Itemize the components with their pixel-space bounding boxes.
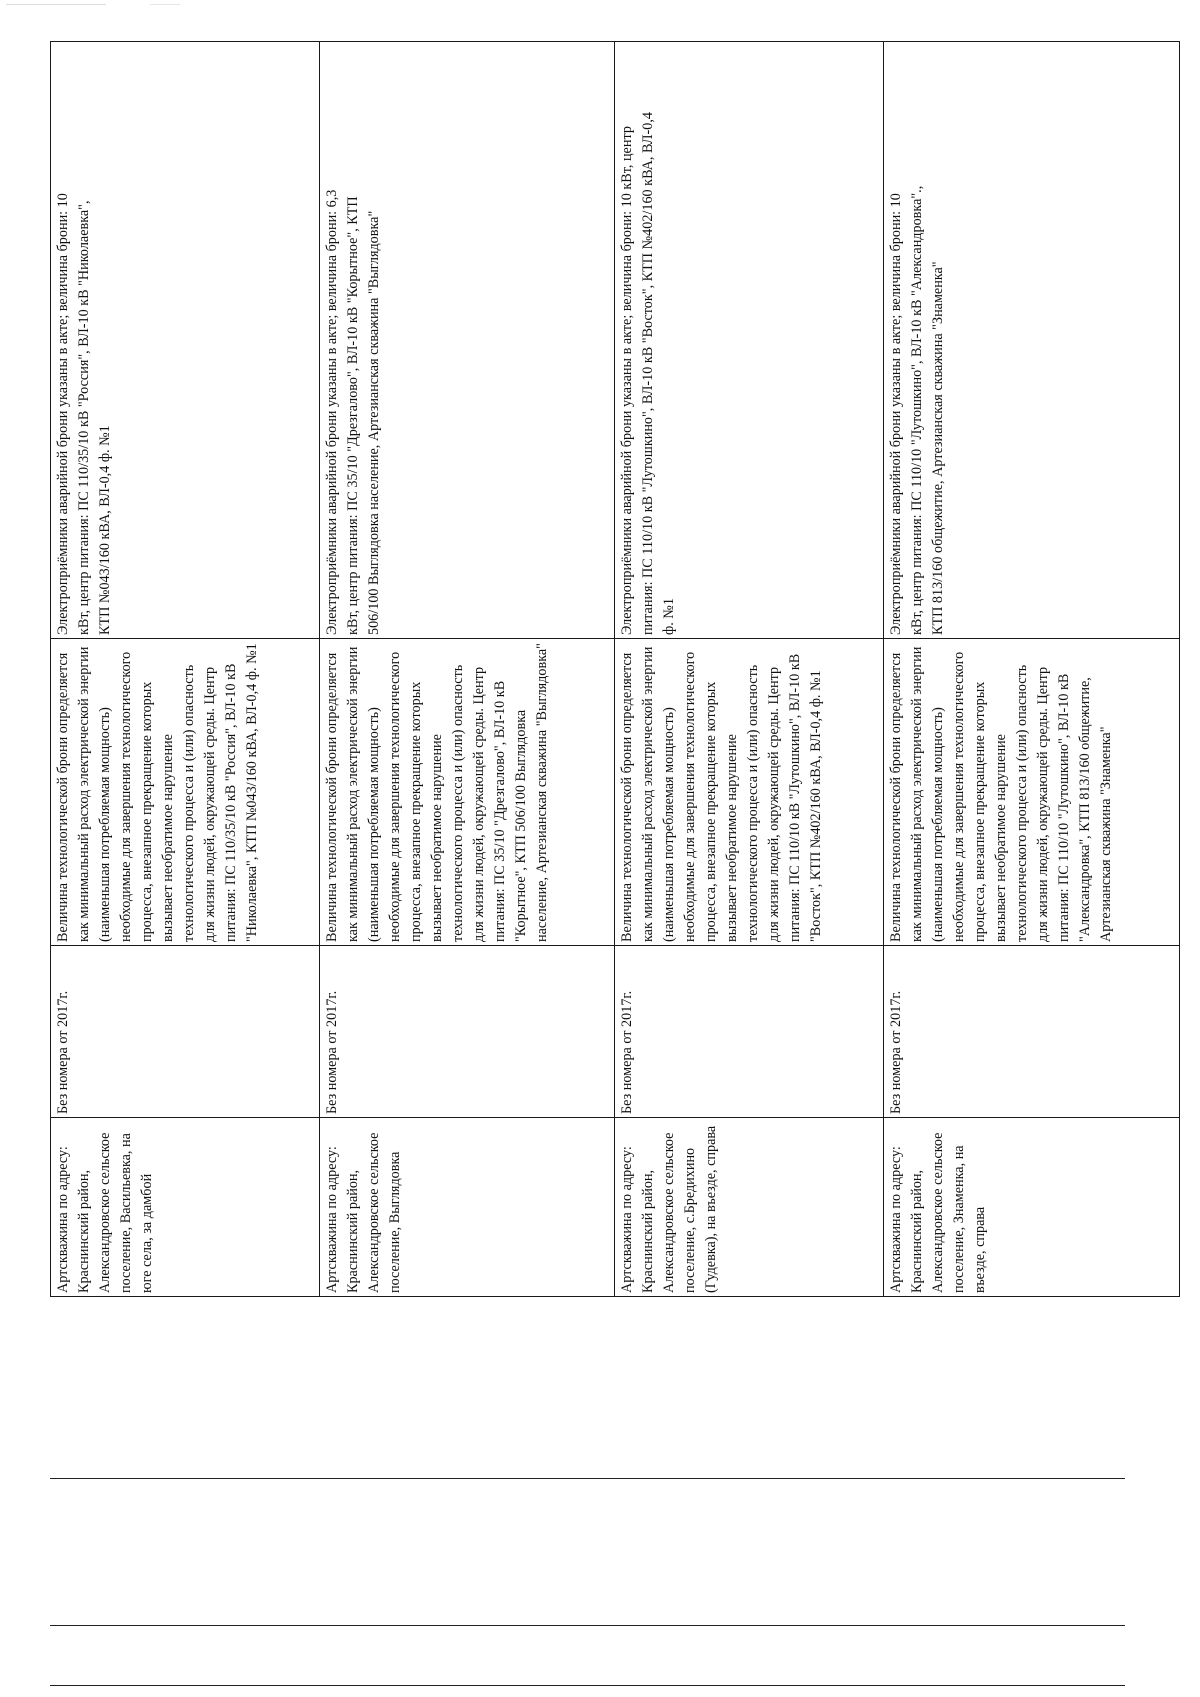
emergency-reserve-text: Электроприёмники аварийной брони указаны в акте; величина брони: 10 кВт, центр питания: ПС 110/10 "Лутошкино", ВЛ-10 кВ "Александровка"., КТП 813/160 общежитие, Артезианская скважина "Знаменка" bbox=[888, 185, 947, 635]
address-cell: Артскважина по адресу: Краснинский район, Александровское сельское поселение, с.Бредихино (Гудевка), на въезде, справа bbox=[615, 1118, 884, 1297]
document-cell: Без номера от 2017г. bbox=[51, 946, 320, 1118]
horizontal-rule bbox=[50, 1685, 1125, 1686]
tech-reserve-cell: Величина технологической брони определяется как минимальный расход электрической энергии (наименьшая потребляемая мощность) необходимые для завершения технологического процесса, внезапное прекращение которых вызывает необратимое нарушение технологического процесса и (или) опасность для жизни людей, окружающей среды. Центр питания: ПС 110/10 "Лутошкино", ВЛ-10 кВ "Александровка", КТП 813/160 общежитие, Артезианская скважина "Знаменка" bbox=[884, 639, 1180, 946]
emergency-reserve-text: Электроприёмники аварийной брони указаны в акте; величина брони: 6,3 кВт, центр питания: ПС 35/10 "Дрезгалово", ВЛ-10 кВ "Корытное", КТП 506/100 Выглядовка население, Артезианская скважина "Выглядовка" bbox=[323, 189, 382, 635]
emergency-reserve-text: Электроприёмники аварийной брони указаны в акте; величина брони: 10 кВт, центр питания: ПС 110/10 кВ "Лутошкино", ВЛ-10 кВ "Восток", КТП №402/160 кВА, ВЛ-0,4 ф. №1 bbox=[619, 112, 678, 635]
emergency-reserve-cell bbox=[884, 42, 1180, 639]
emergency-reserve-text: Электроприёмники аварийной брони указаны в акте; величина брони: 10 кВт, центр питания: ПС 110/35/10 кВ "Россия", ВЛ-10 кВ "Николаевка", КТП №043/160 кВА, ВЛ-0,4 ф. №1 bbox=[55, 193, 113, 635]
table-row bbox=[319, 42, 615, 1297]
table-row bbox=[884, 42, 1180, 1297]
tech-reserve-cell: Величина технологической брони определяется как минимальный расход электрической энергии (наименьшая потребляемая мощность) необходимые для завершения технологического процесса, внезапное прекращение которых вызывает необратимое нарушение технологического процесса и (или) опасность для жизни людей, окружающей среды. Центр питания: ПС 35/10 "Дрезгалово", ВЛ-10 кВ "Корытное", КТП 506/100 Выглядовка население, Артезианская скважина "Выглядовка" bbox=[319, 639, 615, 946]
emergency-reserve-cell bbox=[51, 42, 320, 639]
emergency-reserve-cell bbox=[615, 42, 884, 639]
table-row bbox=[51, 42, 320, 1297]
tech-reserve-cell: Величина технологической брони определяется как минимальный расход электрической энергии (наименьшая потребляемая мощность) необходимые для завершения технологического процесса, внезапное прекращение которых вызывает необратимое нарушение технологического процесса и (или) опасность для жизни людей, окружающей среды. Центр питания: ПС 110/35/10 кВ "Россия", ВЛ-10 кВ "Николаевка", КТП №043/160 кВА, ВЛ-0,4 ф. №1 bbox=[51, 639, 320, 946]
document-cell: Без номера от 2017г. bbox=[319, 946, 615, 1118]
horizontal-rule bbox=[50, 1625, 1125, 1626]
address-cell: Артскважина по адресу: Краснинский район, Александровское сельское поселение, Выглядовка bbox=[319, 1118, 615, 1297]
rotated-table-container bbox=[50, 52, 1180, 1297]
scan-artifact bbox=[150, 4, 180, 5]
tech-reserve-cell: Величина технологической брони определяется как минимальный расход электрической энергии (наименьшая потребляемая мощность) необходимые для завершения технологического процесса, внезапное прекращение которых вызывает необратимое нарушение технологического процесса и (или) опасность для жизни людей, окружающей среды. Центр питания: ПС 110/10 кВ "Лутошкино", ВЛ-10 кВ "Восток", КТП №402/160 кВА, ВЛ-0,4 ф. №1 bbox=[615, 639, 884, 946]
emergency-reserve-cell bbox=[319, 42, 615, 639]
horizontal-rule bbox=[50, 1478, 1125, 1479]
scan-artifact bbox=[6, 4, 106, 5]
table-row bbox=[615, 42, 884, 1297]
reserve-table bbox=[50, 41, 1180, 1297]
address-cell: Артскважина по адресу: Краснинский район, Александровское сельское поселение, Васильевка, на юге села, за дамбой bbox=[51, 1118, 320, 1297]
address-cell: Артскважина по адресу: Краснинский район, Александровское сельское поселение, Знаменка, на въезде, справа bbox=[884, 1118, 1180, 1297]
document-cell: Без номера от 2017г. bbox=[615, 946, 884, 1118]
document-cell: Без номера от 2017г. bbox=[884, 946, 1180, 1118]
